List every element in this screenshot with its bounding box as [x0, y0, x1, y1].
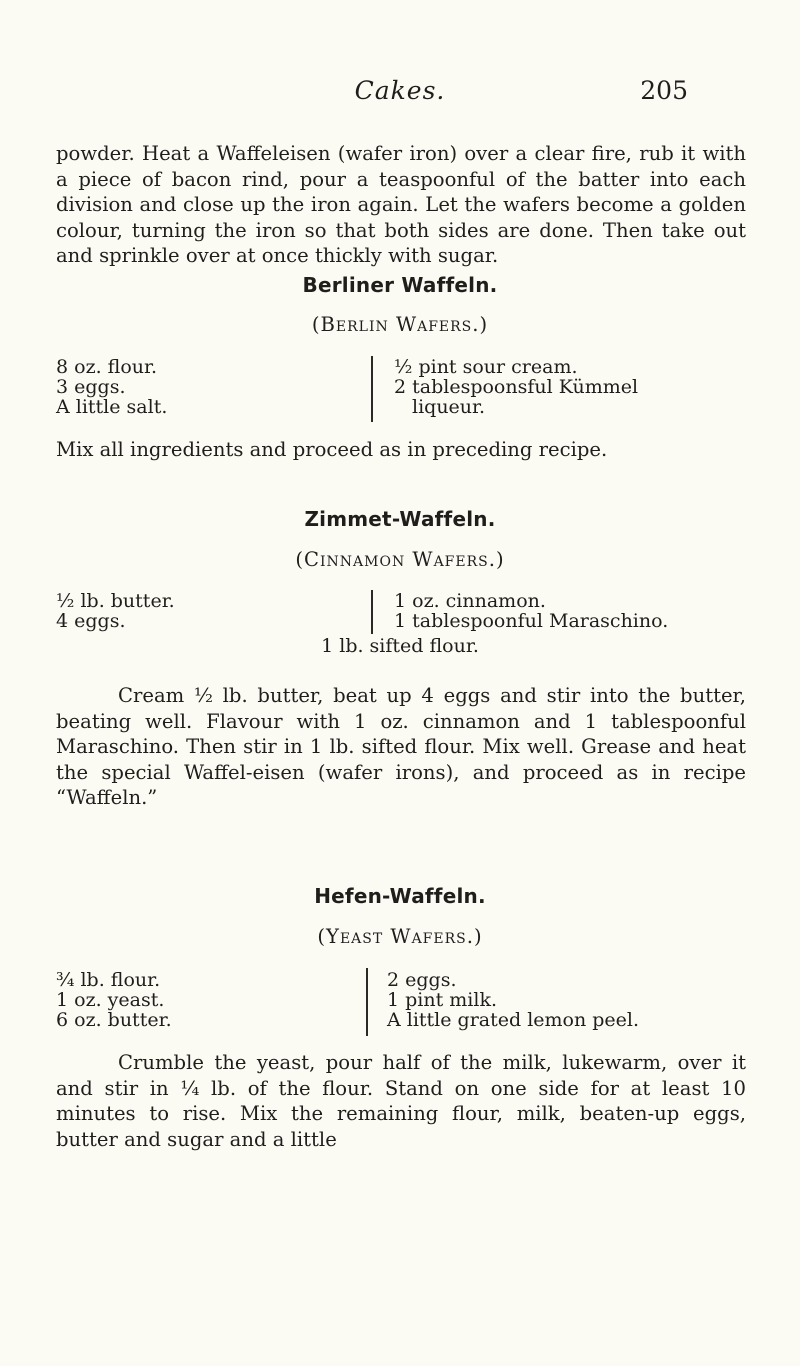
ingredients-left: [56, 357, 167, 417]
recipe-method: Cream ½ lb. butter, beat up 4 eggs and stir into the butter, beating well. Flavour with 1 oz. cinnamon and 1 tablespoonful Maraschino. Then stir in 1 lb. sifted flour. Mix well. Grease and heat the special Waffel-eisen (wafer irons), and proceed as in recipe “Waffeln.”: [56, 684, 746, 810]
ingredient: 2 tablespoonsful Kümmel: [394, 376, 639, 398]
recipe-subtitle: (Berlin Wafers.): [311, 313, 489, 336]
ingredient: liqueur.: [412, 396, 486, 418]
intro-paragraph: powder. Heat a Waffeleisen (wafer iron) over a clear fire, rub it with a piece of bacon rind, pour a teaspoonful of the batter into each division and close up the iron again. Let the wafers become a golden colour, turning the iron so that both sides are done. Then take out and sprinkle over at once thickly with sugar.: [56, 142, 746, 268]
ingredient: A little grated lemon peel.: [387, 1009, 640, 1031]
ingredients-right: [387, 970, 639, 1030]
recipe-subtitle: (Yeast Wafers.): [317, 925, 483, 948]
ingredients-left: [56, 591, 175, 631]
ingredient-centered: 1 lb. sifted flour.: [321, 635, 479, 657]
ingredient: ½ lb. butter.: [56, 590, 175, 612]
ingredient: A little salt.: [56, 396, 168, 418]
ingredient: ¾ lb. flour.: [56, 969, 161, 991]
ingredient: 6 oz. butter.: [56, 1009, 172, 1031]
ingredient: 4 eggs.: [56, 610, 126, 632]
column-divider: [366, 968, 368, 1036]
recipe-subtitle: (Cinnamon Wafers.): [295, 548, 505, 571]
ingredient: 3 eggs.: [56, 376, 126, 398]
recipe-title: Zimmet-Waffeln.: [304, 507, 496, 531]
ingredient: 1 oz. cinnamon.: [394, 590, 546, 612]
ingredient: 1 tablespoonful Maraschino.: [394, 610, 669, 632]
ingredient: 2 eggs.: [387, 969, 457, 991]
page-number: 205: [640, 76, 688, 105]
ingredients-left: [56, 970, 172, 1030]
page-header: [0, 76, 800, 112]
ingredient: 1 pint milk.: [387, 989, 498, 1011]
running-title: Cakes.: [354, 76, 446, 105]
ingredients-right: [394, 591, 668, 631]
column-divider: [371, 356, 373, 422]
column-divider: [371, 590, 373, 634]
ingredient: ½ pint sour cream.: [394, 356, 578, 378]
recipe-method: Crumble the yeast, pour half of the milk, lukewarm, over it and stir in ¼ lb. of the flour. Stand on one side for at least 10 minutes to rise. Mix the remaining flour, milk, beaten-up eggs, butter and sugar and a little: [56, 1051, 746, 1151]
ingredient: 1 oz. yeast.: [56, 989, 165, 1011]
recipe-title: Hefen-Waffeln.: [314, 884, 486, 908]
recipe-method: Mix all ingredients and proceed as in preceding recipe.: [56, 438, 608, 461]
ingredients-right: [394, 357, 638, 417]
recipe-title: Berliner Waffeln.: [302, 273, 498, 297]
ingredient: 8 oz. flour.: [56, 356, 158, 378]
